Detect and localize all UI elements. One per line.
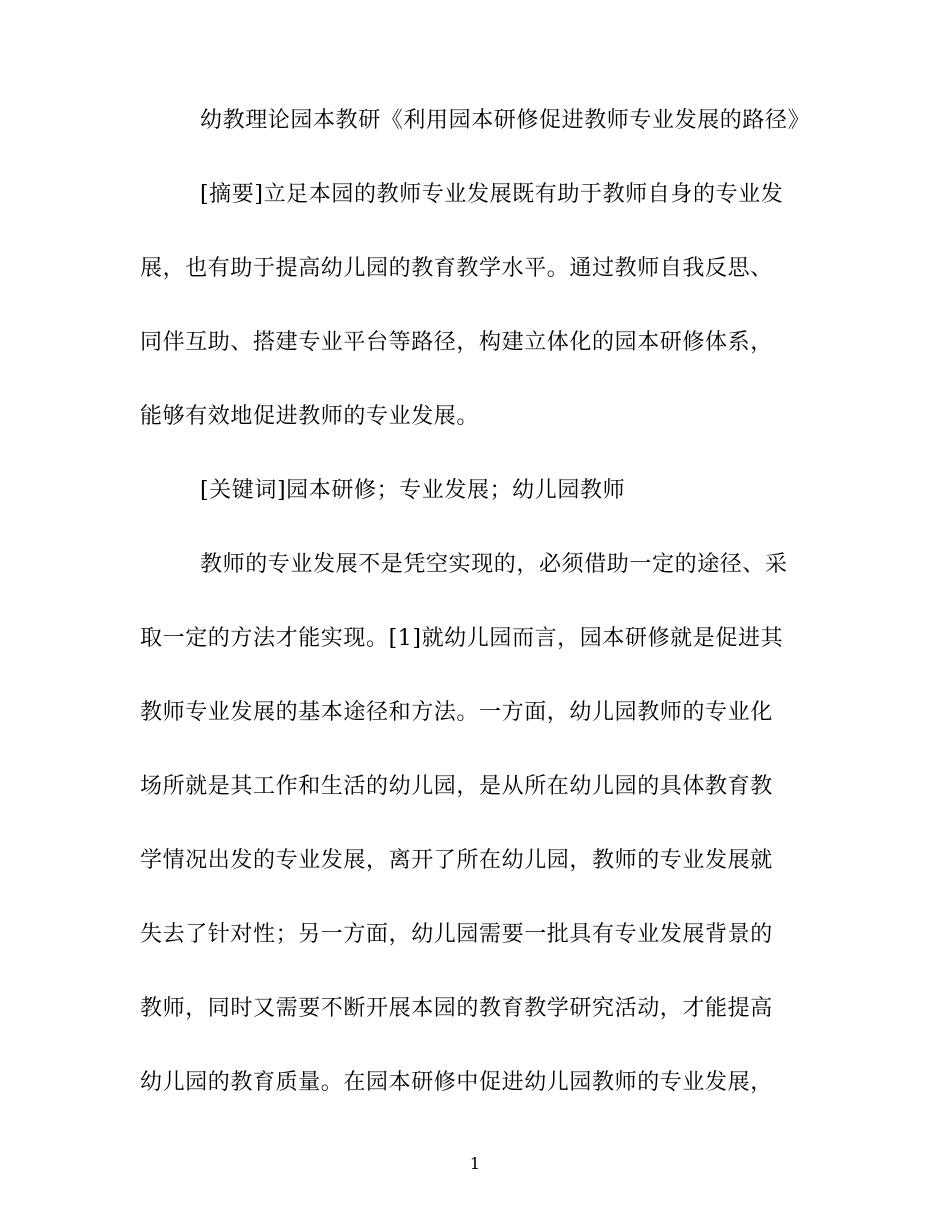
body-line: 教师专业发展的基本途径和方法。一方面，幼儿园教师的专业化 bbox=[140, 700, 773, 725]
page-number: 1 bbox=[469, 1154, 481, 1173]
body-line: 取一定的方法才能实现。[1]就幼儿园而言，园本研修就是促进其 bbox=[140, 626, 784, 651]
body-line: 失去了针对性；另一方面，幼儿园需要一批具有专业发展背景的 bbox=[140, 922, 773, 947]
body-line: 幼儿园的教育质量。在园本研修中促进幼儿园教师的专业发展， bbox=[140, 1070, 773, 1095]
body-line: 学情况出发的专业发展，离开了所在幼儿园，教师的专业发展就 bbox=[140, 848, 773, 873]
abstract-line: [摘要]立足本园的教师专业发展既有助于教师自身的专业发 bbox=[200, 182, 784, 207]
keywords-line: [关键词]园本研修；专业发展；幼儿园教师 bbox=[200, 478, 626, 503]
abstract-line: 能够有效地促进教师的专业发展。 bbox=[140, 404, 480, 429]
body-line: 教师，同时又需要不断开展本园的教育教学研究活动，才能提高 bbox=[140, 996, 773, 1021]
body-line: 场所就是其工作和生活的幼儿园，是从所在幼儿园的具体教育教 bbox=[140, 774, 773, 799]
abstract-line: 同伴互助、搭建专业平台等路径，构建立体化的园本研修体系， bbox=[140, 330, 773, 355]
document-title: 幼教理论园本教研《利用园本研修促进教师专业发展的路径》 bbox=[200, 108, 811, 133]
abstract-line: 展，也有助于提高幼儿园的教育教学水平。通过教师自我反思、 bbox=[140, 256, 773, 281]
body-line: 教师的专业发展不是凭空实现的，必须借助一定的途径、采 bbox=[200, 552, 788, 577]
